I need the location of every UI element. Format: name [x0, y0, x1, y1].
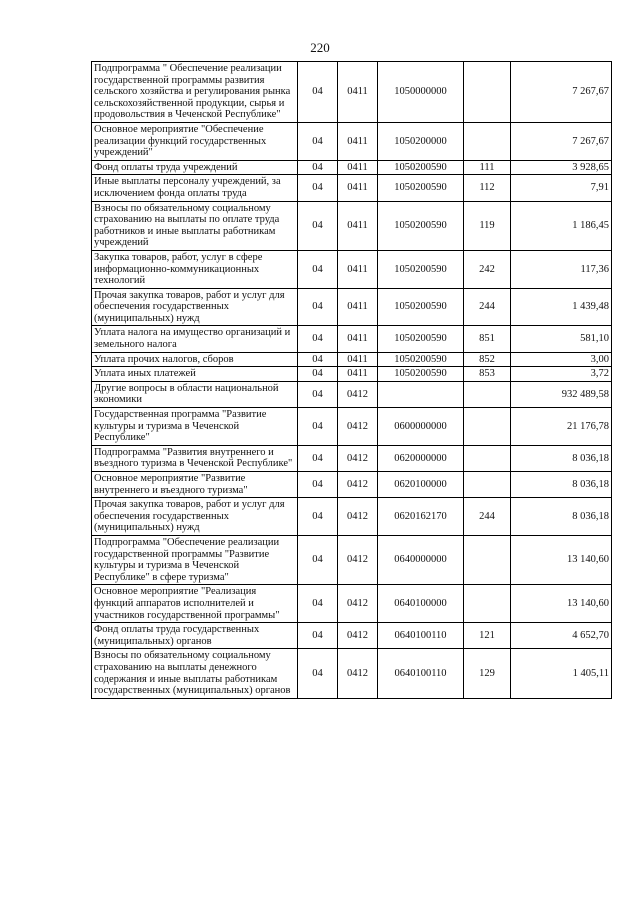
row-expense-type	[464, 381, 511, 407]
table-row	[92, 160, 612, 175]
row-expense-type	[464, 445, 511, 471]
row-name: Основное мероприятие "Реализация функций аппаратов исполнителей и участников государственной программы"	[92, 585, 298, 623]
page-number: 220	[310, 40, 330, 55]
row-section-code: 04	[298, 445, 338, 471]
row-amount: 4 652,70	[511, 623, 612, 649]
row-section-code: 04	[298, 122, 338, 160]
row-name: Подпрограмма "Развития внутреннего и въездного туризма в Чеченской Республике"	[92, 445, 298, 471]
row-section-code: 04	[298, 408, 338, 446]
row-amount: 7 267,67	[511, 62, 612, 123]
row-target-article: 1050200000	[378, 122, 464, 160]
table-row	[92, 585, 612, 623]
row-subsection-code: 0411	[338, 288, 378, 326]
row-amount: 1 186,45	[511, 201, 612, 250]
row-expense-type	[464, 535, 511, 584]
row-subsection-code: 0411	[338, 122, 378, 160]
row-name: Прочая закупка товаров, работ и услуг для обеспечения государственных (муниципальных) нужд	[92, 498, 298, 536]
row-section-code: 04	[298, 175, 338, 201]
row-target-article: 1050200590	[378, 201, 464, 250]
row-name: Взносы по обязательному социальному страхованию на выплаты по оплате труда работников и иные выплаты работникам учреждений	[92, 201, 298, 250]
row-expense-type	[464, 585, 511, 623]
table-row	[92, 62, 612, 123]
row-expense-type: 853	[464, 367, 511, 382]
row-subsection-code: 0411	[338, 160, 378, 175]
row-subsection-code: 0412	[338, 649, 378, 698]
row-subsection-code: 0412	[338, 498, 378, 536]
row-target-article: 0640100110	[378, 649, 464, 698]
row-name: Фонд оплаты труда государственных (муниципальных) органов	[92, 623, 298, 649]
row-expense-type: 111	[464, 160, 511, 175]
row-expense-type: 112	[464, 175, 511, 201]
row-expense-type	[464, 122, 511, 160]
row-target-article: 1050200590	[378, 326, 464, 352]
row-section-code: 04	[298, 472, 338, 498]
row-subsection-code: 0411	[338, 326, 378, 352]
row-expense-type: 242	[464, 250, 511, 288]
row-name: Прочая закупка товаров, работ и услуг для обеспечения государственных (муниципальных) нужд	[92, 288, 298, 326]
row-target-article: 1050200590	[378, 288, 464, 326]
table-row	[92, 381, 612, 407]
row-amount: 13 140,60	[511, 535, 612, 584]
row-section-code: 04	[298, 250, 338, 288]
row-name: Уплата прочих налогов, сборов	[92, 352, 298, 367]
row-amount: 8 036,18	[511, 472, 612, 498]
row-expense-type	[464, 62, 511, 123]
row-amount: 932 489,58	[511, 381, 612, 407]
row-name: Основное мероприятие "Развитие внутреннего и въездного туризма"	[92, 472, 298, 498]
row-section-code: 04	[298, 381, 338, 407]
row-target-article: 1050200590	[378, 250, 464, 288]
row-name: Другие вопросы в области национальной экономики	[92, 381, 298, 407]
row-subsection-code: 0412	[338, 472, 378, 498]
row-name: Взносы по обязательному социальному страхованию на выплаты денежного содержания и иные выплаты работникам государственных (муниципальных) органов	[92, 649, 298, 698]
row-name: Фонд оплаты труда учреждений	[92, 160, 298, 175]
row-section-code: 04	[298, 535, 338, 584]
table-row	[92, 649, 612, 698]
row-target-article: 1050200590	[378, 352, 464, 367]
row-name: Государственная программа "Развитие культуры и туризма в Чеченской Республике"	[92, 408, 298, 446]
row-target-article: 0640100110	[378, 623, 464, 649]
row-amount: 1 405,11	[511, 649, 612, 698]
row-amount: 7,91	[511, 175, 612, 201]
table-row	[92, 408, 612, 446]
row-target-article: 0620162170	[378, 498, 464, 536]
table-row	[92, 367, 612, 382]
budget-table	[91, 61, 612, 699]
row-section-code: 04	[298, 649, 338, 698]
row-amount: 7 267,67	[511, 122, 612, 160]
row-amount: 3 928,65	[511, 160, 612, 175]
table-row	[92, 326, 612, 352]
row-name: Иные выплаты персоналу учреждений, за исключением фонда оплаты труда	[92, 175, 298, 201]
row-target-article: 0640100000	[378, 585, 464, 623]
row-subsection-code: 0411	[338, 62, 378, 123]
row-target-article: 1050200590	[378, 175, 464, 201]
row-subsection-code: 0411	[338, 250, 378, 288]
table-row	[92, 250, 612, 288]
row-section-code: 04	[298, 326, 338, 352]
row-name: Подпрограмма " Обеспечение реализации государственной программы развития сельского хозяйства и регулирования рынка сельскохозяйственной продукции, сырья и продовольствия в Чеченской Республике"	[92, 62, 298, 123]
row-subsection-code: 0411	[338, 352, 378, 367]
row-expense-type: 119	[464, 201, 511, 250]
table-row	[92, 122, 612, 160]
row-section-code: 04	[298, 288, 338, 326]
row-subsection-code: 0411	[338, 367, 378, 382]
row-section-code: 04	[298, 62, 338, 123]
row-target-article: 0620000000	[378, 445, 464, 471]
row-subsection-code: 0411	[338, 201, 378, 250]
row-section-code: 04	[298, 352, 338, 367]
row-amount: 8 036,18	[511, 445, 612, 471]
row-subsection-code: 0412	[338, 535, 378, 584]
row-amount: 21 176,78	[511, 408, 612, 446]
row-subsection-code: 0412	[338, 585, 378, 623]
table-row	[92, 175, 612, 201]
row-amount: 13 140,60	[511, 585, 612, 623]
row-amount: 1 439,48	[511, 288, 612, 326]
table-row	[92, 498, 612, 536]
row-target-article: 1050200590	[378, 160, 464, 175]
row-amount: 581,10	[511, 326, 612, 352]
row-amount: 8 036,18	[511, 498, 612, 536]
row-section-code: 04	[298, 160, 338, 175]
table-row	[92, 288, 612, 326]
row-subsection-code: 0412	[338, 445, 378, 471]
row-expense-type: 244	[464, 498, 511, 536]
row-expense-type: 121	[464, 623, 511, 649]
row-expense-type: 129	[464, 649, 511, 698]
row-subsection-code: 0412	[338, 408, 378, 446]
row-section-code: 04	[298, 367, 338, 382]
table-row	[92, 535, 612, 584]
row-subsection-code: 0411	[338, 175, 378, 201]
row-subsection-code: 0412	[338, 381, 378, 407]
row-name: Уплата иных платежей	[92, 367, 298, 382]
row-section-code: 04	[298, 585, 338, 623]
table-row	[92, 472, 612, 498]
row-target-article	[378, 381, 464, 407]
row-name: Основное мероприятие "Обеспечение реализации функций государственных учреждений"	[92, 122, 298, 160]
row-amount: 3,00	[511, 352, 612, 367]
table-row	[92, 201, 612, 250]
row-section-code: 04	[298, 201, 338, 250]
row-target-article: 0600000000	[378, 408, 464, 446]
row-target-article: 1050000000	[378, 62, 464, 123]
row-name: Закупка товаров, работ, услуг в сфере информационно-коммуникационных технологий	[92, 250, 298, 288]
row-expense-type	[464, 472, 511, 498]
table-row	[92, 445, 612, 471]
row-section-code: 04	[298, 623, 338, 649]
row-target-article: 1050200590	[378, 367, 464, 382]
table-row	[92, 352, 612, 367]
row-amount: 117,36	[511, 250, 612, 288]
table-row	[92, 623, 612, 649]
budget-table-body	[92, 62, 612, 699]
row-name: Уплата налога на имущество организаций и земельного налога	[92, 326, 298, 352]
row-expense-type	[464, 408, 511, 446]
row-expense-type: 851	[464, 326, 511, 352]
row-target-article: 0620100000	[378, 472, 464, 498]
row-name: Подпрограмма "Обеспечение реализации государственной программы "Развитие культуры и туризма в Чеченской Республике" в сфере туризма"	[92, 535, 298, 584]
row-expense-type: 244	[464, 288, 511, 326]
row-subsection-code: 0412	[338, 623, 378, 649]
row-expense-type: 852	[464, 352, 511, 367]
row-section-code: 04	[298, 498, 338, 536]
row-amount: 3,72	[511, 367, 612, 382]
row-target-article: 0640000000	[378, 535, 464, 584]
